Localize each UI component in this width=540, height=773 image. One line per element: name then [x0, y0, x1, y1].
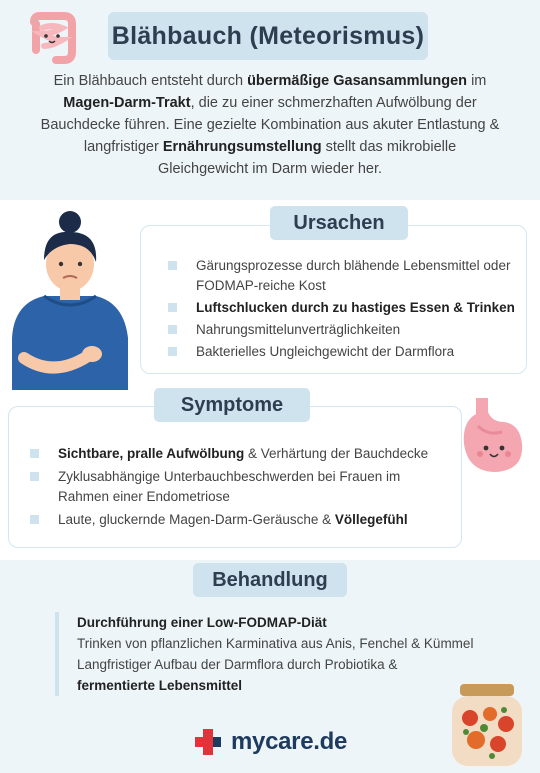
treatment-item: Langfristiger Aufbau der Darmflora durch Probiotika &	[77, 657, 398, 672]
bullet-square-icon	[168, 325, 177, 334]
intro-bold-diet: Ernährungsumstellung	[162, 139, 322, 155]
brand-logo	[193, 727, 347, 757]
logo-cross-icon	[193, 727, 223, 757]
treatment-item: fermentierte Lebensmittel	[77, 678, 243, 693]
treatment-heading: Behandlung	[193, 563, 347, 597]
woman-holding-belly-illustration	[4, 208, 136, 390]
causes-heading: Ursachen	[270, 206, 408, 240]
symptoms-list	[30, 444, 450, 533]
stomach-icon	[458, 396, 528, 476]
list-item: Sichtbare, pralle Aufwölbung & Verhärtung der Bauchdecke	[30, 444, 450, 464]
causes-list	[168, 256, 520, 364]
intro-bold-gas: übermäßige Gasansammlungen	[247, 73, 468, 89]
list-item: Zyklusabhängige Unterbauchbeschwerden bei Frauen im Rahmen einer Endometriose	[30, 467, 450, 507]
treatment-item: Durchführung einer Low-FODMAP-Diät	[77, 615, 327, 630]
fermented-vegetables-jar-icon	[446, 682, 528, 768]
intro-text: Ein Blähbauch entsteht durch übermäßige Gasansammlungen im Magen-Darm-Trakt, die zu einer schmerzhaften Aufwölbung der Bauchdecke führen. Eine gezielte Kombination aus akuter Entlastung & langfristiger Ernährungsumstellung stellt das mikrobielle Gleichgewicht im Darm wieder her.	[40, 73, 500, 177]
brand-name: mycare.de	[231, 728, 348, 755]
list-item: Laute, gluckernde Magen-Darm-Geräusche & Völlegefühl	[30, 510, 450, 530]
list-item: Bakterielles Ungleichgewicht der Darmflora	[168, 342, 520, 362]
page-title: Blähbauch (Meteorismus)	[108, 12, 428, 60]
intro-bold-tract: Magen-Darm-Trakt	[63, 95, 191, 111]
bullet-square-icon	[168, 303, 177, 312]
intestine-icon	[26, 12, 78, 64]
bullet-square-icon	[168, 261, 177, 270]
bullet-square-icon	[30, 515, 39, 524]
bullet-square-icon	[30, 449, 39, 458]
bullet-square-icon	[30, 472, 39, 481]
symptoms-heading: Symptome	[154, 388, 310, 422]
list-item: Gärungsprozesse durch blähende Lebensmittel oder FODMAP-reiche Kost	[168, 256, 520, 296]
bullet-square-icon	[168, 347, 177, 356]
list-item: Nahrungsmittelunverträglichkeiten	[168, 320, 520, 340]
treatment-item: Trinken von pflanzlichen Karminativa aus Anis, Fenchel & Kümmel	[77, 636, 474, 651]
list-item: Luftschlucken durch zu hastiges Essen & Trinken	[168, 298, 520, 318]
